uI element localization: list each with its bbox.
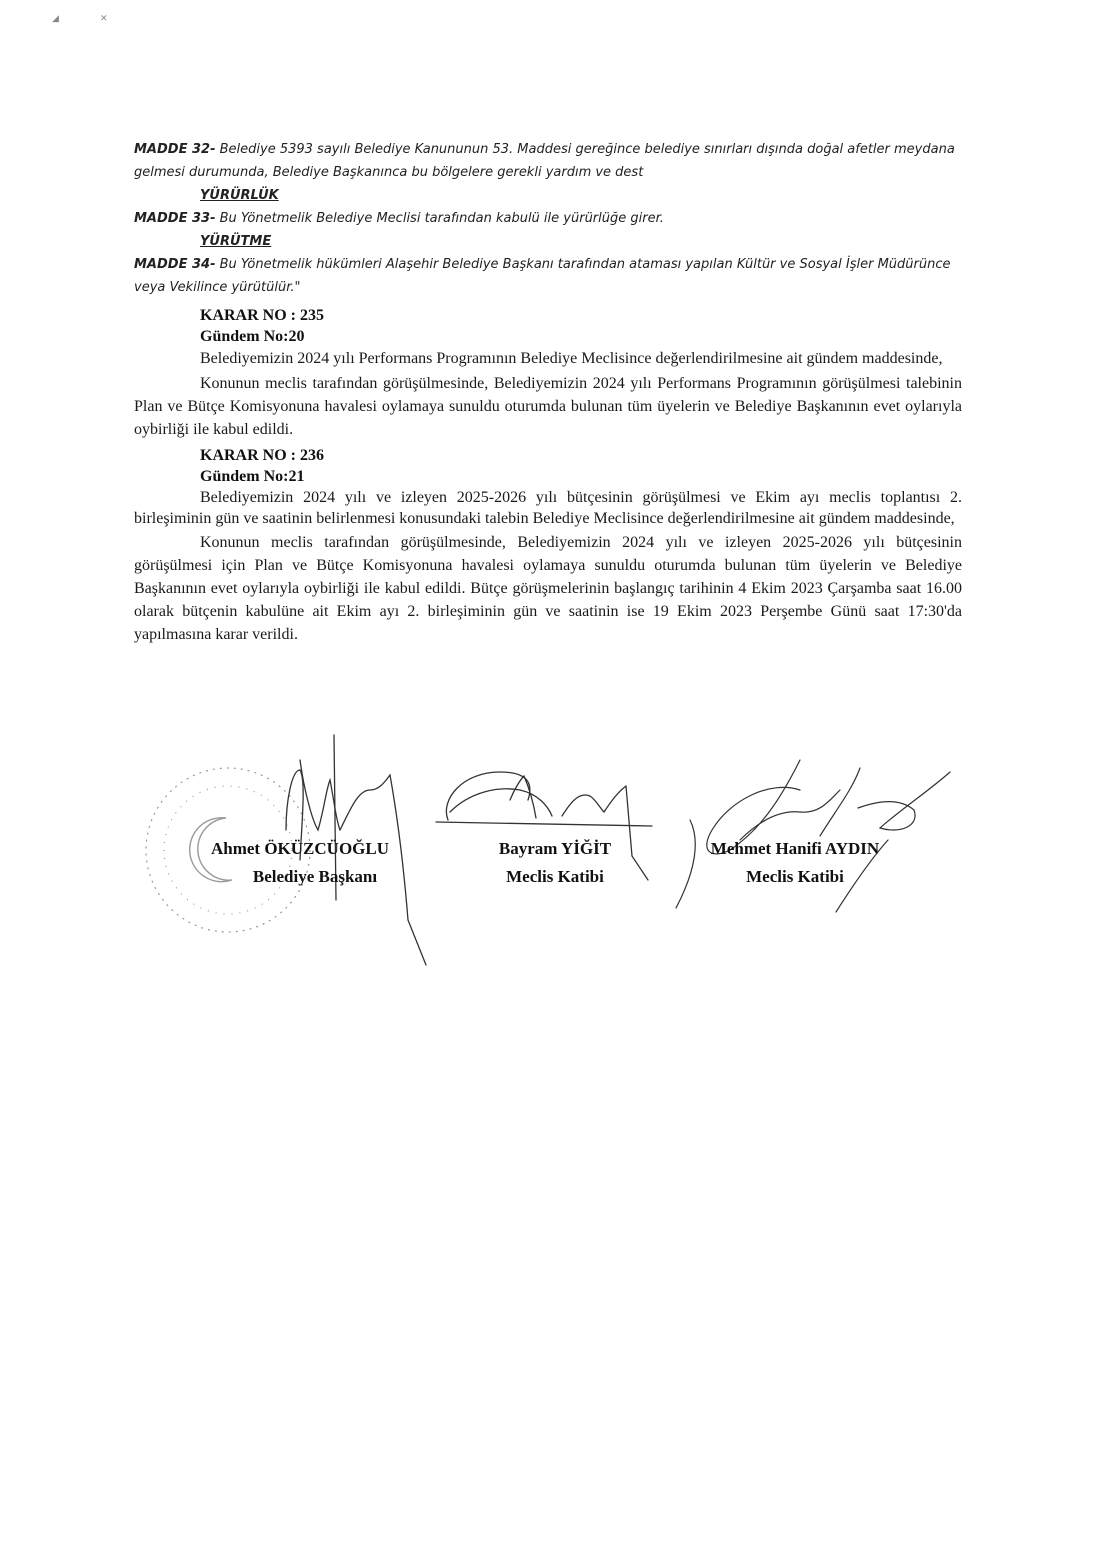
yururluk-heading: YÜRÜRLÜK bbox=[200, 188, 279, 203]
signature-block-secretary-2 bbox=[690, 835, 900, 891]
signature-block-mayor bbox=[190, 835, 410, 891]
mayor-title: Belediye Başkanı bbox=[252, 867, 378, 886]
madde-33-text: Bu Yönetmelik Belediye Meclisi tarafından kabulü ile yürürlüğe girer. bbox=[215, 211, 664, 226]
madde-34-label: MADDE 34- bbox=[134, 257, 216, 272]
yurutme-heading: YÜRÜTME bbox=[200, 234, 272, 249]
karar-236-number: KARAR NO : 236 bbox=[200, 447, 324, 464]
secretary-1-title: Meclis Katibi bbox=[506, 867, 604, 886]
madde-32-text: Belediye 5393 sayılı Belediye Kanununun 53. Maddesi gereğince belediye sınırları dışında doğal afetler meydana gelmesi durumunda, Belediye Başkanınca bu bölgelere gerekli yardım ve dest bbox=[134, 142, 955, 180]
mayor-name: Ahmet ÖKÜZCÜOĞLU bbox=[210, 839, 390, 858]
madde-33-label: MADDE 33- bbox=[134, 211, 216, 226]
secretary-2-name: Mehmet Hanifi AYDIN bbox=[710, 839, 880, 858]
karar-235-paragraph-1: Belediyemizin 2024 yılı Performans Programının Belediye Meclisince değerlendirilmesine ait gündem maddesinde, bbox=[200, 350, 943, 367]
madde-32-label: MADDE 32- bbox=[134, 142, 216, 157]
karar-235-number: KARAR NO : 235 bbox=[200, 307, 324, 324]
secretary-2-title: Meclis Katibi bbox=[746, 867, 844, 886]
karar-236-paragraph-2: Konunun meclis tarafından görüşülmesinde, Belediyemizin 2024 yılı ve izleyen 2025-2026 yılı bütçesinin görüşülmesi için Plan ve Bütçe Komisyonuna havalesi oylamaya sunuldu oturumda bulunan tüm üyelerin ve Belediye Başkanının evet oylarıyla oybirliği ile kabul edildi. Bütçe görüşmelerinin başlangıç tarihinin 4 Ekim 2023 Çarşamba saat 16.00 olarak bütçenin kabulüne ait Ekim ayı 2. birleşiminin gün ve saatinin ise 19 Ekim 2023 Perşembe Günü saat 17:30'da yapılmasına karar verildi. bbox=[134, 534, 962, 643]
scan-mark: ✕ bbox=[100, 14, 108, 24]
karar-236-gundem: Gündem No:21 bbox=[200, 468, 305, 485]
karar-235-gundem: Gündem No:20 bbox=[200, 328, 305, 345]
scan-mark: ◢ bbox=[52, 14, 59, 24]
signature-block-secretary-1 bbox=[470, 835, 640, 891]
madde-34-text: Bu Yönetmelik hükümleri Alaşehir Belediye Başkanı tarafından ataması yapılan Kültür ve Sosyal İşler Müdürünce veya Vekilince yürütülür." bbox=[134, 257, 951, 295]
karar-236-paragraph-1: Belediyemizin 2024 yılı ve izleyen 2025-2026 yılı bütçesinin görüşülmesi ve Ekim ayı meclis toplantısı 2. birleşiminin gün ve saatinin belirlenmesi konusundaki talebin Belediye Meclisince değerlendirilmesine ait gündem maddesinde, bbox=[134, 489, 962, 527]
karar-235-paragraph-2: Konunun meclis tarafından görüşülmesinde, Belediyemizin 2024 yılı Performans Programının görüşülmesi talebinin Plan ve Bütçe Komisyonuna havalesi oylamaya sunuldu oturumda bulunan tüm üyelerin ve Belediye Başkanının evet oylarıyla oybirliği ile kabul edildi. bbox=[134, 375, 962, 438]
secretary-1-name: Bayram YİĞİT bbox=[498, 839, 612, 858]
